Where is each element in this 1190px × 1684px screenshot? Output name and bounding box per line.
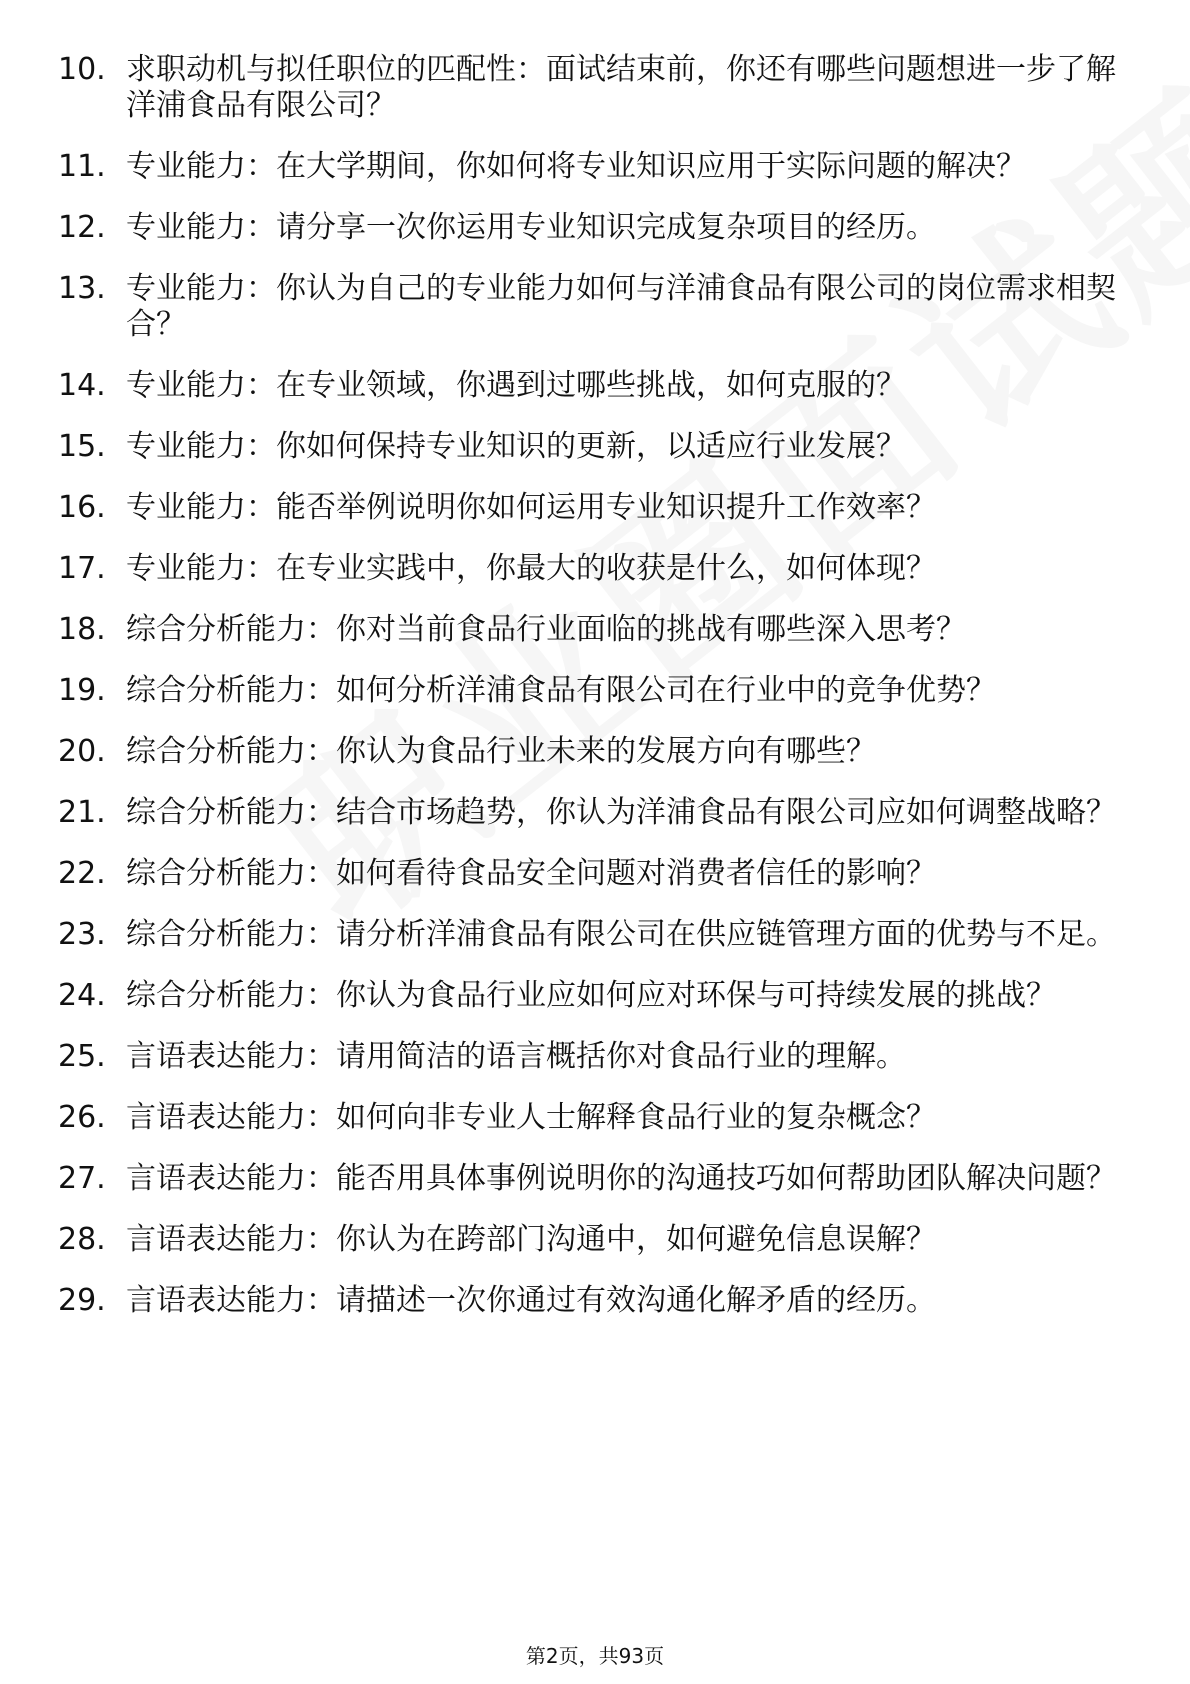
item-number: 29.	[58, 1283, 106, 1318]
item-number: 16.	[58, 490, 106, 525]
list-item	[58, 917, 1138, 953]
item-text: 言语表达能力：请描述一次你通过有效沟通化解矛盾的经历。	[126, 1283, 936, 1318]
item-text: 综合分析能力：请分析洋浦食品有限公司在供应链管理方面的优势与不足。	[126, 917, 1116, 952]
list-item	[58, 978, 1138, 1014]
list-item	[58, 1100, 1138, 1136]
list-item	[58, 734, 1138, 770]
item-number: 24.	[58, 978, 106, 1013]
list-item	[58, 673, 1138, 709]
item-text: 专业能力：在专业领域，你遇到过哪些挑战，如何克服的？	[126, 368, 906, 403]
item-number: 15.	[58, 429, 106, 464]
list-item	[58, 612, 1138, 648]
list-item	[58, 551, 1138, 587]
item-text: 综合分析能力：你认为食品行业未来的发展方向有哪些？	[126, 734, 876, 769]
list-item	[58, 795, 1138, 831]
item-text: 专业能力：在大学期间，你如何将专业知识应用于实际问题的解决？	[126, 149, 1026, 184]
list-item	[58, 1039, 1138, 1075]
item-text: 求职动机与拟任职位的匹配性：面试结束前，你还有哪些问题想进一步了解洋浦食品有限公司？	[126, 52, 1116, 123]
item-number: 26.	[58, 1100, 106, 1135]
item-text: 言语表达能力：你认为在跨部门沟通中，如何避免信息误解？	[126, 1222, 936, 1257]
list-item	[58, 1222, 1138, 1258]
item-text: 专业能力：在专业实践中，你最大的收获是什么，如何体现？	[126, 551, 936, 586]
question-list	[58, 52, 1138, 1344]
item-text: 综合分析能力：你对当前食品行业面临的挑战有哪些深入思考？	[126, 612, 966, 647]
item-text: 专业能力：能否举例说明你如何运用专业知识提升工作效率？	[126, 490, 936, 525]
item-number: 10.	[58, 52, 106, 87]
item-number: 18.	[58, 612, 106, 647]
list-item	[58, 271, 1138, 343]
item-number: 12.	[58, 210, 106, 245]
item-text: 综合分析能力：如何分析洋浦食品有限公司在行业中的竞争优势？	[126, 673, 996, 708]
item-text: 专业能力：你如何保持专业知识的更新，以适应行业发展？	[126, 429, 906, 464]
list-item	[58, 149, 1138, 185]
item-number: 11.	[58, 149, 106, 184]
item-number: 20.	[58, 734, 106, 769]
list-item	[58, 52, 1138, 124]
item-text: 言语表达能力：请用简洁的语言概括你对食品行业的理解。	[126, 1039, 906, 1074]
item-text: 言语表达能力：如何向非专业人士解释食品行业的复杂概念？	[126, 1100, 936, 1135]
list-item	[58, 368, 1138, 404]
list-item	[58, 1161, 1138, 1197]
item-number: 23.	[58, 917, 106, 952]
item-number: 22.	[58, 856, 106, 891]
item-number: 19.	[58, 673, 106, 708]
item-text: 综合分析能力：你认为食品行业应如何应对环保与可持续发展的挑战？	[126, 978, 1056, 1013]
list-item	[58, 429, 1138, 465]
item-text: 综合分析能力：如何看待食品安全问题对消费者信任的影响？	[126, 856, 936, 891]
item-text: 专业能力：你认为自己的专业能力如何与洋浦食品有限公司的岗位需求相契合？	[126, 271, 1116, 342]
page-footer: 第2页，共93页	[525, 1644, 665, 1668]
item-number: 14.	[58, 368, 106, 403]
item-number: 13.	[58, 271, 106, 306]
list-item	[58, 1283, 1138, 1319]
list-item	[58, 490, 1138, 526]
item-text: 言语表达能力：能否用具体事例说明你的沟通技巧如何帮助团队解决问题？	[126, 1161, 1116, 1196]
item-number: 21.	[58, 795, 106, 830]
list-item	[58, 856, 1138, 892]
item-text: 专业能力：请分享一次你运用专业知识完成复杂项目的经历。	[126, 210, 936, 245]
item-number: 27.	[58, 1161, 106, 1196]
item-number: 28.	[58, 1222, 106, 1257]
item-text: 综合分析能力：结合市场趋势，你认为洋浦食品有限公司应如何调整战略？	[126, 795, 1116, 830]
list-item	[58, 210, 1138, 246]
item-number: 25.	[58, 1039, 106, 1074]
item-number: 17.	[58, 551, 106, 586]
